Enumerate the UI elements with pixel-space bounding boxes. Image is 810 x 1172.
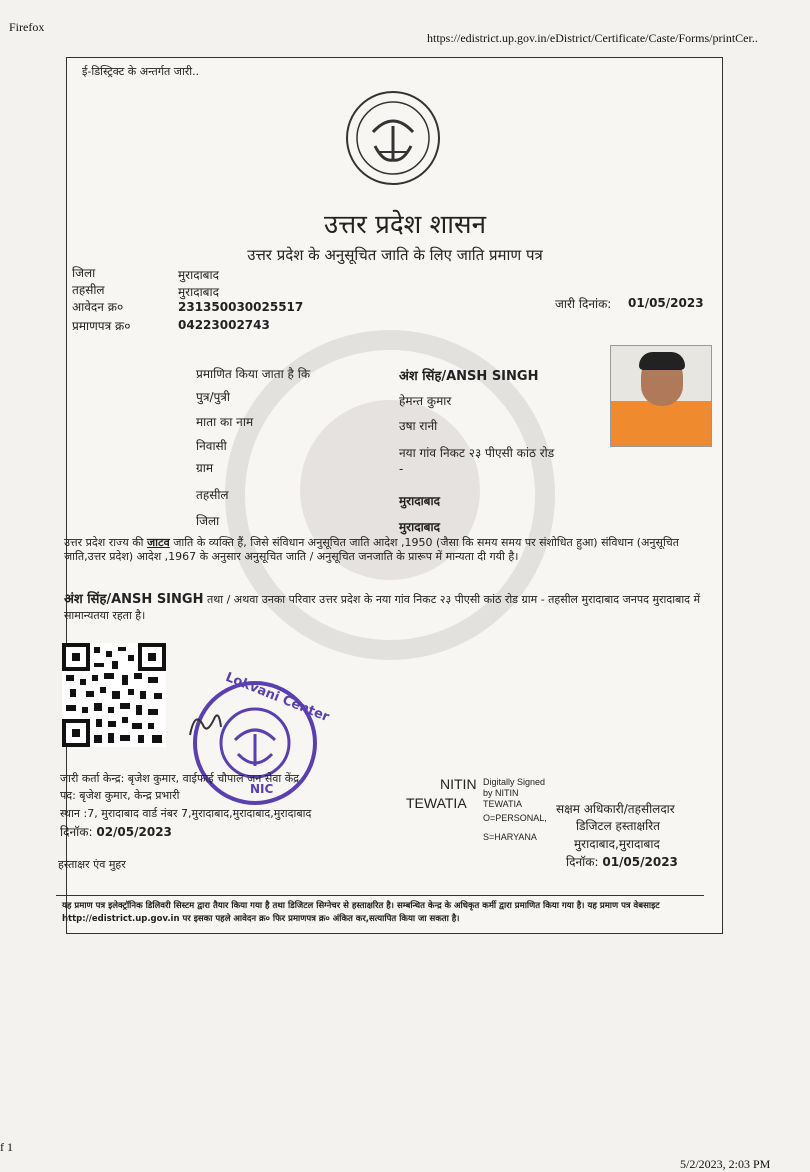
meta-label-application: आवेदन क्र० bbox=[72, 300, 124, 314]
detail-value-village: - bbox=[399, 462, 404, 476]
cert-title: उत्तर प्रदेश के अनुसूचित जाति के लिए जाति प्रमाण पत्र bbox=[247, 246, 543, 264]
caste-name: जाटव bbox=[147, 536, 170, 549]
digsig-name-1: NITIN bbox=[440, 776, 477, 792]
detail-value-district: मुरादाबाद bbox=[399, 520, 441, 534]
footer-note: यह प्रमाण पत्र इलेक्ट्रॉनिक डिलिवरी सिस्टम द्वारा तैयार किया गया है तथा डिजिटल सिग्नेचर से हस्ताक्षरित है। सम्बन्धित केन्द्र के अधिकृत कर्मी द्वारा प्रमाणित किया गया है। यह प्रमाण पत्र वेबसाइट http://edistrict.up.gov.in पर इसका पहले आवेदन क्र० फिर प्रमाणपत्र क्र० अंकित कर,सत्यापित किया जा सकता है। bbox=[62, 901, 660, 924]
meta-label-certificate: प्रमाणपत्र क्र० bbox=[72, 319, 131, 333]
applicant-photo bbox=[610, 345, 712, 447]
page-url[interactable]: https://edistrict.up.gov.in/eDistrict/Certificate/Caste/Forms/printCer.. bbox=[427, 31, 758, 45]
meta-value-application: 231350030025517 bbox=[178, 300, 304, 314]
up-emblem-icon bbox=[345, 90, 441, 186]
issuer-post: पद: बृजेश कुमार, केन्द्र प्रभारी bbox=[60, 789, 180, 802]
meta-value-certificate: 04223002743 bbox=[178, 318, 270, 332]
issuer-date-label: दिनॉक: bbox=[60, 825, 93, 839]
detail-value-tehsil: मुरादाबाद bbox=[399, 494, 441, 508]
digsig-line-3: TEWATIA bbox=[483, 799, 522, 809]
issuer-date-value: 02/05/2023 bbox=[96, 825, 172, 839]
detail-label-certify: प्रमाणित किया जाता है कि bbox=[196, 367, 311, 381]
browser-name: Firefox bbox=[9, 20, 45, 34]
digsig-line-1: Digitally Signed bbox=[483, 777, 546, 787]
issuer-place: स्थान :7, मुरादाबाद वार्ड नंबर 7,मुरादाबाद,मुरादाबाद,मुरादाबाद bbox=[60, 807, 312, 820]
residence-paragraph bbox=[64, 592, 704, 624]
print-timestamp: 5/2/2023, 2:03 PM bbox=[680, 1157, 771, 1171]
handwritten-signature-icon bbox=[185, 705, 225, 745]
detail-value-father: हेमन्त कुमार bbox=[399, 394, 452, 408]
officer-date-value: 01/05/2023 bbox=[602, 855, 678, 869]
officer-place: मुरादाबाद,मुरादाबाद bbox=[574, 837, 660, 851]
officer-signature: डिजिटल हस्ताक्षरित bbox=[576, 819, 660, 833]
digsig-line-5: S=HARYANA bbox=[483, 832, 537, 842]
issuer-date bbox=[60, 823, 172, 840]
meta-label-tehsil: तहसील bbox=[72, 283, 105, 297]
detail-label-resident: निवासी bbox=[196, 439, 227, 453]
detail-label-district: जिला bbox=[196, 514, 220, 528]
officer-date bbox=[566, 853, 678, 870]
qr-code-icon[interactable] bbox=[62, 643, 166, 747]
detail-label-mother: माता का नाम bbox=[196, 415, 254, 429]
para2-rest: तथा / अथवा उनका परिवार उत्तर प्रदेश के नया गांव निकट २३ पीएसी कांठ रोड ग्राम - तहसील मुरादाबाद जनपद मुरादाबाद में सामान्यतया रहता है। bbox=[64, 593, 701, 622]
issue-date-label: जारी दिनांक: bbox=[555, 297, 612, 311]
officer-title: सक्षम अधिकारी/तहसीलदार bbox=[556, 802, 675, 816]
issuer-center: जारी कर्ता केन्द्र: बृजेश कुमार, वाईफाई चौपाल जन सेवा केंद्र bbox=[60, 772, 300, 785]
stamp-sub-text: NIC bbox=[250, 782, 274, 796]
digsig-line-4: O=PERSONAL, bbox=[483, 813, 547, 823]
digsig-line-2: by NITIN bbox=[483, 788, 519, 798]
detail-value-name: अंश सिंह/ANSH SINGH bbox=[399, 369, 539, 384]
digsig-details bbox=[483, 777, 547, 843]
stamp-text: Lokvani Center bbox=[223, 669, 332, 726]
issue-date-value: 01/05/2023 bbox=[628, 296, 704, 310]
officer-date-label: दिनॉक: bbox=[566, 855, 599, 869]
detail-value-resident: नया गांव निकट २३ पीएसी कांठ रोड bbox=[399, 446, 555, 460]
meta-value-district: मुरादाबाद bbox=[178, 268, 220, 282]
detail-label-parent: पुत्र/पुत्री bbox=[196, 390, 231, 404]
para1-rest: जाति के व्यक्ति हैं, जिसे संविधान अनुसूचित जाति आदेश ,1950 (जैसा कि समय समय पर संशोधित हुआ) संविधान (अनुसूचित जाति,उत्तर प्रदेश) आदेश ,1967 के अनुसार अनुसूचित जाति / अनुसूचित जनजाति के प्रारूप में मान्यता दी गयी है। bbox=[64, 536, 680, 563]
certification-paragraph bbox=[64, 536, 704, 564]
detail-label-tehsil: तहसील bbox=[196, 488, 229, 502]
para2-name: अंश सिंह/ANSH SINGH bbox=[64, 592, 204, 607]
detail-label-village: ग्राम bbox=[196, 461, 214, 475]
sign-label: हस्ताक्षर एंव मुहर bbox=[58, 858, 126, 871]
para1-start: उत्तर प्रदेश राज्य की bbox=[64, 536, 144, 549]
page-counter: f 1 bbox=[0, 1140, 13, 1154]
meta-value-tehsil: मुरादाबाद bbox=[178, 285, 220, 299]
gov-title: उत्तर प्रदेश शासन bbox=[323, 210, 487, 240]
top-note: ई-डिस्ट्रिक्ट के अन्तर्गत जारी.. bbox=[82, 65, 200, 78]
detail-value-mother: उषा रानी bbox=[399, 419, 438, 433]
digsig-name-2: TEWATIA bbox=[406, 795, 467, 811]
photo-shirt bbox=[611, 401, 711, 446]
photo-hair bbox=[639, 352, 685, 370]
meta-label-district: जिला bbox=[72, 266, 96, 280]
